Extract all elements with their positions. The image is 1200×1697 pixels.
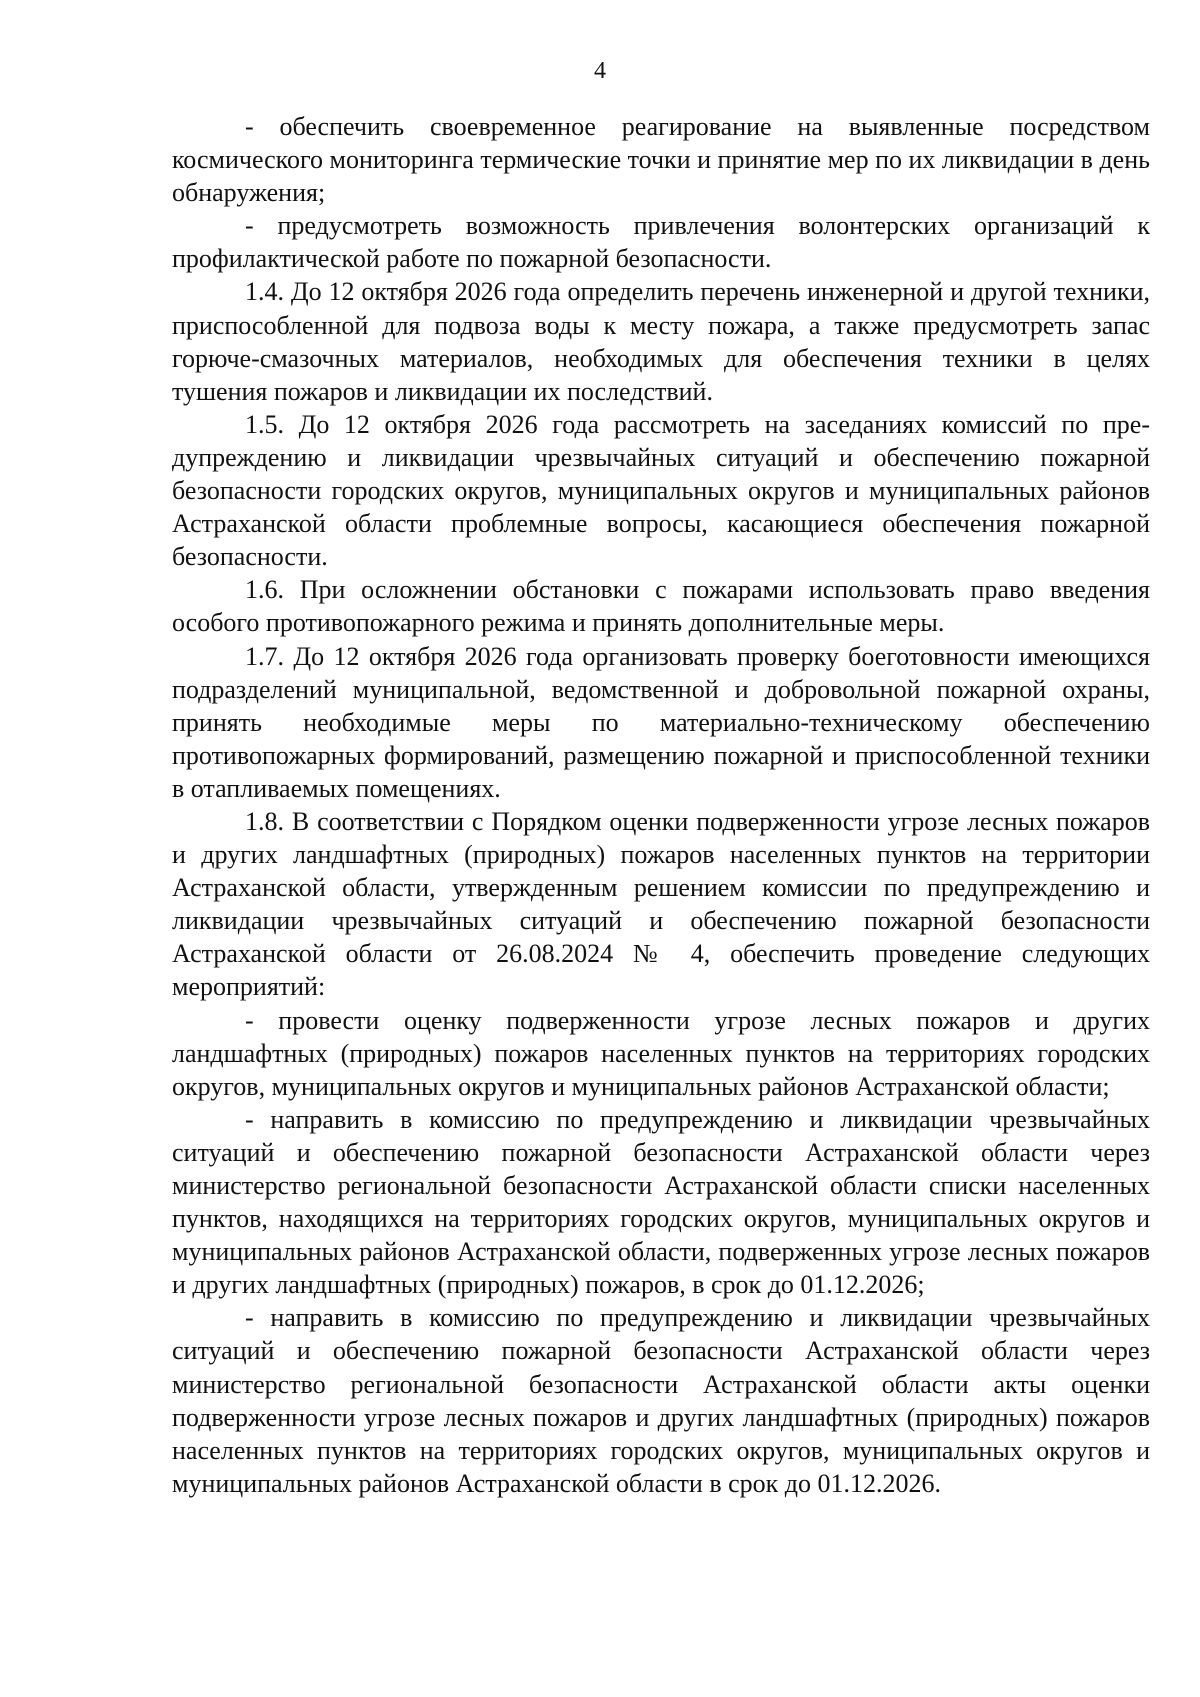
paragraph-assessment: - провести оценку подверженности угрозе лесных пожаров и других ландшафтных (природных) пожаров населенных пунктов на территориях городских округов, муниципальных округов и муниципальных районов Астраханской области; <box>172 1005 1150 1101</box>
paragraph-1-4: 1.4. До 12 октября 2026 года определить перечень инженерной и другой техники, приспособленной для подвоза воды к месту пожара, а также предусмотреть запас горюче-смазочных материалов, необходимых для обеспечения техники в целях тушения пожаров и ликвидации их последствий. <box>172 277 1150 406</box>
page-number: 4 <box>594 58 606 84</box>
paragraph-1-7: 1.7. До 12 октября 2026 года организовать проверку боеготовности имеющихся подразделений муниципальной, ведомственной и добровольной пожарной охраны, принять необходимые меры по материально-техническому обеспечению противопожарных формирований, размещению пожарной и приспособленной техники в отапливаемых помещениях. <box>172 641 1150 803</box>
paragraph-thermal-points: - обеспечить своевременное реагирование на выявленные посредством космического мониторинга термические точки и принятие мер по их ликвидации в день обнаружения; <box>172 112 1150 208</box>
paragraph-1-8: 1.8. В соответствии с Порядком оценки подверженности угрозе лесных пожаров и других ландшафтных (природных) пожаров населенных пунктов на территории Астраханской области, утвержденным решением комиссии по предупреждению и ликвидации чрезвычайных ситуаций и обеспечению пожарной безопасности Астраханской области от 26.08.2024 № 4, обеспечить проведение следующих мероприятий: <box>172 806 1150 1002</box>
document-body <box>172 110 1150 1500</box>
paragraph-volunteers: - предусмотреть возможность привлечения волонтерских организаций к профилактической работе по пожарной безопасности. <box>172 211 1150 274</box>
paragraph-assessment-acts: - направить в комиссию по предупреждению и ликвидации чрезвычайных ситуаций и обеспечению пожарной безопасности Астраханской области через министерство региональной безопасности Астраханской области акты оценки подверженности угрозе лесных пожаров и других ландшафтных (природных) пожаров населенных пунктов на территориях городских округов, муниципальных округов и муниципальных районов Астраханской области в срок до 01.12.2026. <box>172 1303 1150 1498</box>
paragraph-settlement-lists: - направить в комиссию по предупреждению и ликвидации чрезвычайных ситуаций и обеспечению пожарной безопасности Астраханской области через министерство региональной безопасности Астраханской области списки населенных пунктов, находящихся на территориях городских округов, муниципальных округов и муниципальных районов Астраханской области, подверженных угрозе лесных пожаров и других ландшафтных (природных) пожаров, в срок до 01.12.2026; <box>172 1104 1150 1300</box>
paragraph-1-6: 1.6. При осложнении обстановки с пожарами использовать право введения особого противопожарного режима и принять дополнительные меры. <box>172 575 1150 638</box>
paragraph-1-5: 1.5. До 12 октября 2026 года рассмотреть на заседаниях комиссий по предупреждению и ликвидации чрезвычайных ситуаций и обеспечению пожарной безопасности городских округов, муниципальных округов и муниципальных районов Астраханской области проблемные вопросы, касающиеся обеспечения пожарной безопасности. <box>172 409 1150 572</box>
